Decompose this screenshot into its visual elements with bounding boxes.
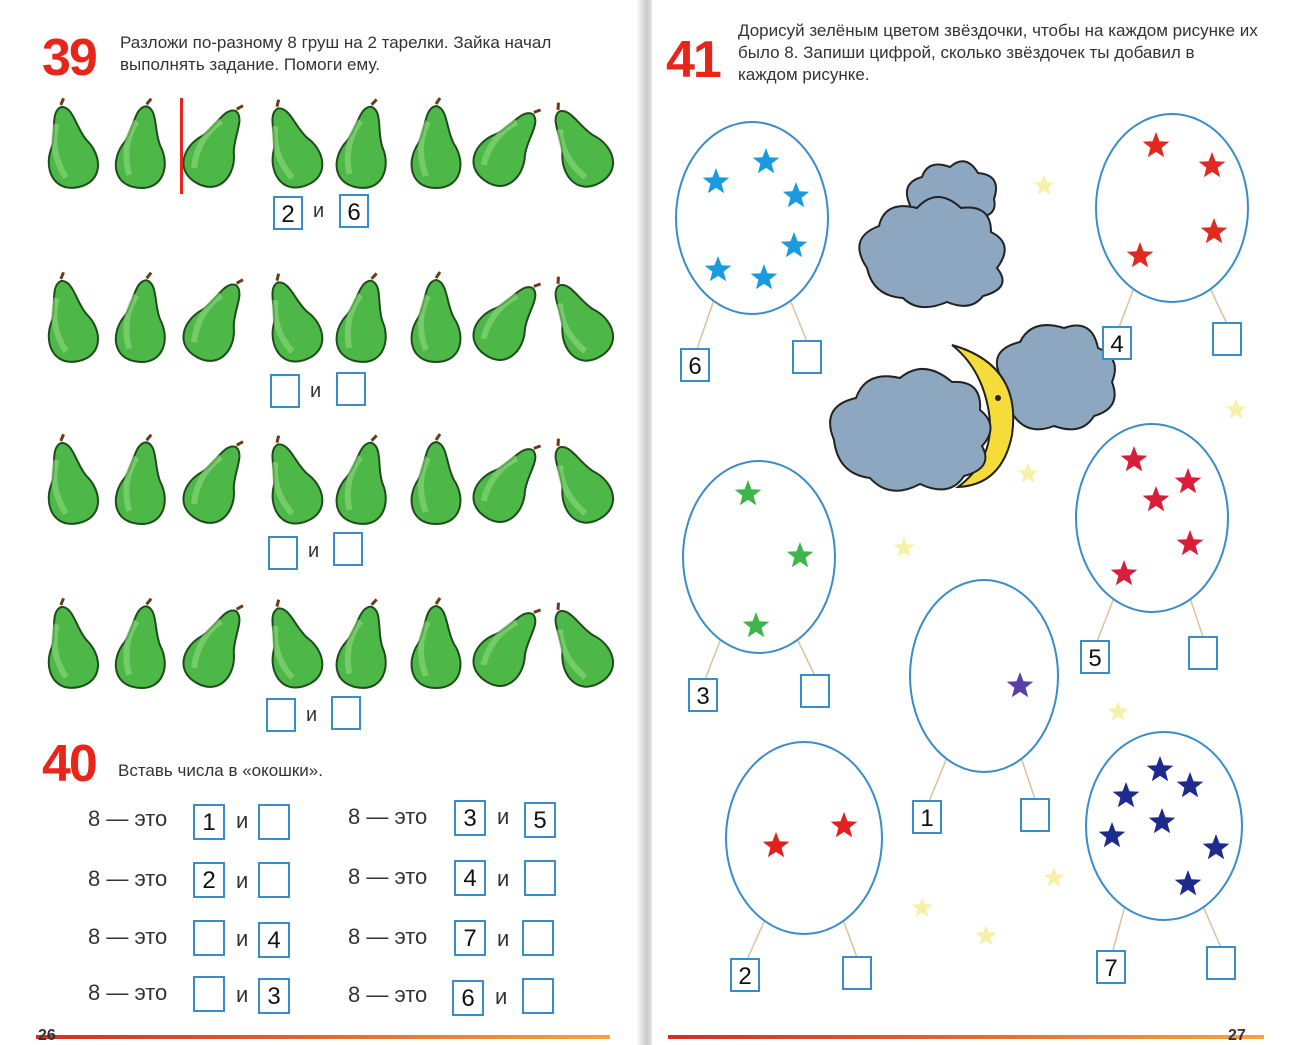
equation-conj: и xyxy=(236,868,249,893)
balloon-string xyxy=(1021,758,1036,802)
row2-box-b[interactable] xyxy=(336,372,366,406)
balloon-7 xyxy=(1086,732,1242,954)
pear-icon xyxy=(34,432,106,528)
balloon-1-count-box[interactable]: 6 xyxy=(680,348,710,382)
balloon-2-count-box[interactable]: 4 xyxy=(1102,326,1132,360)
balloon-3 xyxy=(683,461,835,682)
balloon-string xyxy=(1190,598,1204,640)
pear-icon xyxy=(472,596,544,692)
row3-box-b[interactable] xyxy=(333,532,363,566)
balloon-string xyxy=(704,639,721,682)
pear-icon xyxy=(544,270,616,366)
balloon-string xyxy=(696,300,714,352)
background-star-icon xyxy=(1018,463,1039,483)
balloon-7-count-box[interactable]: 7 xyxy=(1096,950,1126,984)
balloon-1 xyxy=(676,122,828,352)
balloon-outline xyxy=(676,122,828,314)
row2-box-a[interactable] xyxy=(270,374,300,408)
balloon-string xyxy=(790,300,808,344)
task-39-number: 39 xyxy=(42,29,96,87)
balloon-1-added-box[interactable] xyxy=(792,340,822,374)
footer-line xyxy=(36,1035,610,1039)
pear-row-1 xyxy=(34,96,634,196)
equation-conj: и xyxy=(236,982,249,1007)
equation-box-a[interactable]: 2 xyxy=(193,862,225,898)
background-star-icon xyxy=(976,925,997,945)
equation-prefix: 8 — это xyxy=(88,924,168,949)
balloon-string xyxy=(1118,288,1134,330)
task-40-instruction: Вставь числа в «окошки». xyxy=(118,761,323,780)
row4-box-b[interactable] xyxy=(331,696,361,730)
pear-icon xyxy=(472,432,544,528)
balloon-4 xyxy=(1076,424,1228,644)
pear-icon xyxy=(400,432,472,528)
balloon-outline xyxy=(726,742,882,934)
pear-icon xyxy=(180,596,252,692)
pear-icon xyxy=(256,432,328,528)
pear-icon xyxy=(34,270,106,366)
task-41-number: 41 xyxy=(666,31,720,89)
footer-line xyxy=(668,1035,1264,1039)
row3-conj: и xyxy=(308,540,320,562)
row4-conj: и xyxy=(306,704,318,726)
page-number: 26 xyxy=(38,1027,56,1044)
task-41-instruction: Дорисуй зелёным цветом звёздочки, чтобы на каждом рисунке их было 8. Запиши цифрой, сколько звёздочек ты добавил в каждом рисунке. xyxy=(738,21,1258,84)
balloon-2-added-box[interactable] xyxy=(1212,322,1242,356)
balloon-2 xyxy=(1096,114,1248,330)
balloon-7-added-box[interactable] xyxy=(1206,946,1236,980)
equation-box-a[interactable]: 3 xyxy=(454,800,486,836)
pear-icon xyxy=(106,270,178,366)
balloon-4-added-box[interactable] xyxy=(1188,636,1218,670)
balloons-scene xyxy=(652,0,1300,1000)
equation-prefix: 8 — это xyxy=(348,924,428,949)
equation-box-b[interactable] xyxy=(524,860,556,896)
pear-icon xyxy=(34,96,106,192)
balloon-string xyxy=(1112,906,1125,954)
equation-prefix: 8 — это xyxy=(88,866,168,891)
equation-box-b[interactable] xyxy=(522,920,554,956)
pear-row-4 xyxy=(34,596,634,696)
balloon-6-added-box[interactable] xyxy=(842,956,872,990)
equation-box-a[interactable] xyxy=(193,920,225,956)
balloon-string xyxy=(843,920,858,960)
equation-conj: и xyxy=(497,804,510,829)
pear-icon xyxy=(34,596,106,692)
equation-prefix: 8 — это xyxy=(348,864,428,889)
equation-box-a[interactable]: 7 xyxy=(454,920,486,956)
pear-icon xyxy=(106,432,178,528)
equation-box-b[interactable] xyxy=(258,804,290,840)
equation-box-b[interactable]: 5 xyxy=(524,802,556,838)
balloon-string xyxy=(1210,288,1228,326)
cloud-upper xyxy=(859,197,1004,307)
balloon-5-added-box[interactable] xyxy=(1020,798,1050,832)
pear-icon xyxy=(106,596,178,692)
pear-icon xyxy=(400,596,472,692)
pear-icon xyxy=(180,432,252,528)
background-star-icon xyxy=(894,537,915,557)
right-page xyxy=(652,0,1300,1045)
equation-prefix: 8 — это xyxy=(348,982,428,1007)
balloon-outline xyxy=(910,580,1058,772)
balloon-5 xyxy=(910,580,1058,804)
pear-icon xyxy=(544,432,616,528)
pear-icon xyxy=(400,96,472,192)
balloon-outline xyxy=(1076,424,1228,612)
pear-icon xyxy=(256,596,328,692)
equation-box-a[interactable]: 4 xyxy=(454,860,486,896)
equation-box-b[interactable] xyxy=(258,862,290,898)
balloon-3-added-box[interactable] xyxy=(800,674,830,708)
pear-icon xyxy=(180,270,252,366)
pear-row-3 xyxy=(34,432,634,532)
equation-prefix: 8 — это xyxy=(88,806,168,831)
pear-icon xyxy=(328,270,400,366)
equation-box-a[interactable]: 6 xyxy=(452,980,484,1016)
task-40-number: 40 xyxy=(42,735,96,793)
equation-box-b[interactable]: 4 xyxy=(258,922,290,958)
balloon-string xyxy=(797,639,816,678)
balloon-outline xyxy=(1096,114,1248,302)
pear-icon xyxy=(544,596,616,692)
balloon-4-count-box[interactable]: 5 xyxy=(1080,640,1110,674)
pear-icon xyxy=(180,96,252,192)
pear-icon xyxy=(256,270,328,366)
equation-conj: и xyxy=(236,926,249,951)
pear-icon xyxy=(328,596,400,692)
equation-prefix: 8 — это xyxy=(88,980,168,1005)
balloon-6 xyxy=(726,742,882,962)
pear-icon xyxy=(328,96,400,192)
balloon-5-count-box[interactable]: 1 xyxy=(912,800,942,834)
equation-conj: и xyxy=(497,866,510,891)
background-star-icon xyxy=(1044,867,1065,887)
row1-box-a[interactable]: 2 xyxy=(273,196,303,230)
balloon-6-count-box[interactable]: 2 xyxy=(730,958,760,992)
cloud-right xyxy=(997,325,1115,429)
balloon-string xyxy=(1203,906,1222,950)
background-star-icon xyxy=(1034,175,1055,195)
pear-icon xyxy=(472,96,544,192)
balloon-string xyxy=(1096,598,1114,644)
equation-box-a[interactable] xyxy=(193,976,225,1012)
pear-icon xyxy=(544,96,616,192)
equation-box-b[interactable]: 3 xyxy=(258,978,290,1014)
background-star-icon xyxy=(912,897,933,917)
divider-line xyxy=(180,98,183,194)
equation-prefix: 8 — это xyxy=(348,804,428,829)
background-star-icon xyxy=(1226,399,1247,419)
equation-conj: и xyxy=(236,808,249,833)
equation-box-b[interactable] xyxy=(522,978,554,1014)
pear-icon xyxy=(256,96,328,192)
background-star-icon xyxy=(1108,701,1129,721)
row2-conj: и xyxy=(310,380,322,402)
row1-conj: и xyxy=(313,200,325,222)
balloon-string xyxy=(928,758,947,804)
cloud-lower xyxy=(830,369,990,491)
row3-box-a[interactable] xyxy=(268,536,298,570)
left-page xyxy=(0,0,640,1045)
pear-icon xyxy=(472,270,544,366)
balloon-string xyxy=(746,920,765,962)
equation-conj: и xyxy=(495,984,508,1009)
task-39-instruction: Разложи по-разному 8 груш на 2 тарелки. Зайка начал выполнять задание. Помоги ему. xyxy=(120,33,552,74)
pear-icon xyxy=(106,96,178,192)
pear-icon xyxy=(400,270,472,366)
pear-icon xyxy=(328,432,400,528)
page-number: 27 xyxy=(1228,1027,1246,1044)
equation-conj: и xyxy=(497,926,510,951)
pear-row-2 xyxy=(34,270,634,370)
balloon-3-count-box[interactable]: 3 xyxy=(688,678,718,712)
equation-box-a[interactable]: 1 xyxy=(193,804,225,840)
row1-box-b[interactable]: 6 xyxy=(339,194,369,228)
row4-box-a[interactable] xyxy=(266,698,296,732)
